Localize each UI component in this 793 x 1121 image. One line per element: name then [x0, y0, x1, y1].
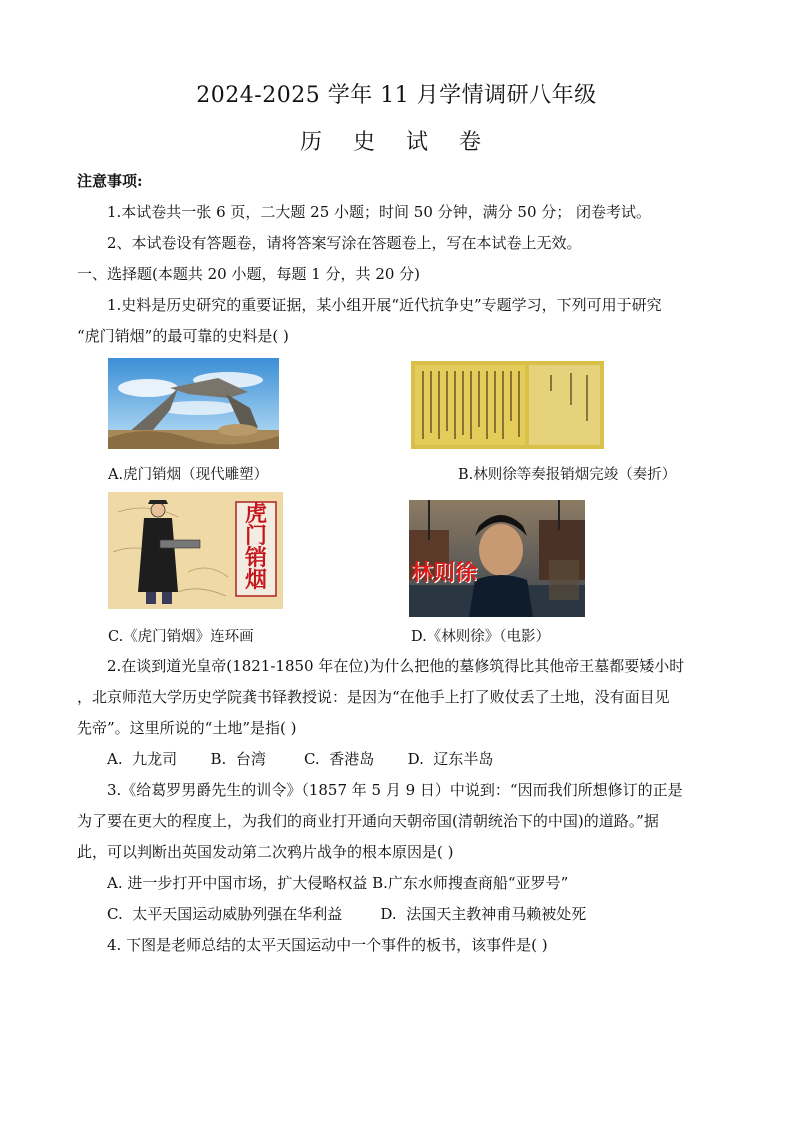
notice-2: 2、本试卷设有答题卷，请将答案写涂在答题卷上，写在本试卷上无效。 — [107, 234, 582, 252]
q2-line3: 先帝”。这里所说的“土地”是指( ) — [77, 719, 297, 737]
q4-line1: 4. 下图是老师总结的太平天国运动中一个事件的板书，该事件是( ) — [107, 936, 548, 954]
q3-line1: 3.《给葛罗男爵先生的训令》（1857 年 5 月 9 日）中说到：“因而我们所想修订的正是 — [107, 781, 683, 799]
notice-1: 1.本试卷共一张 6 页，二大题 25 小题；时间 50 分钟，满分 50 分； 闭卷考试。 — [107, 203, 652, 221]
exam-title: 2024-2025 学年 11 月学情调研八年级 — [196, 83, 597, 108]
section-heading: 一、选择题(本题共 20 小题，每题 1 分，共 20 分) — [77, 265, 421, 283]
q3-line2: 为了要在更大的程度上，为我们的商业打开通向天朝帝国(清朝统治下的中国)的道路。”据 — [77, 812, 659, 830]
q2-line1: 2.在谈到道光皇帝(1821-1850 年在位)为什么把他的墓修筑得比其他帝王墓都要矮小时 — [107, 657, 685, 675]
comic-image — [108, 492, 283, 609]
q3-line3: 此，可以判断出英国发动第二次鸦片战争的根本原因是( ) — [77, 843, 454, 861]
caption-c: C.《虎门销烟》连环画 — [108, 629, 254, 645]
q2-options: A. 九龙司 B. 台湾 C. 香港岛 D. 辽东半岛 — [107, 750, 494, 768]
exam-subtitle: 历 史 试 卷 — [300, 130, 493, 155]
film-poster-image — [409, 500, 585, 617]
comic-title-text: 虎门销烟 — [244, 502, 267, 593]
q3-options-ab: A. 进一步打开中国市场，扩大侵略权益 B.广东水师搜查商船“亚罗号” — [107, 874, 569, 892]
q1-line1: 1.史料是历史研究的重要证据，某小组开展“近代抗争史”专题学习，下列可用于研究 — [107, 296, 662, 314]
notice-heading: 注意事项: — [77, 172, 143, 190]
caption-a: A.虎门销烟（现代雕塑） — [108, 467, 269, 483]
q3-options-cd: C. 太平天国运动威胁列强在华利益 D. 法国天主教神甫马赖被处死 — [107, 905, 587, 923]
memorial-image — [411, 361, 604, 449]
caption-b: B.林则徐等奏报销烟完竣（奏折） — [458, 467, 677, 483]
q1-line2: “虎门销烟”的最可靠的史料是( ) — [77, 327, 289, 345]
film-title-text: 林则徐 — [411, 561, 478, 586]
sculpture-image — [108, 358, 279, 449]
q2-line2: ，北京师范大学历史学院龚书铎教授说：是因为“在他手上打了败仗丢了土地，没有面目见 — [77, 688, 670, 706]
caption-d: D.《林则徐》（电影） — [411, 629, 550, 645]
